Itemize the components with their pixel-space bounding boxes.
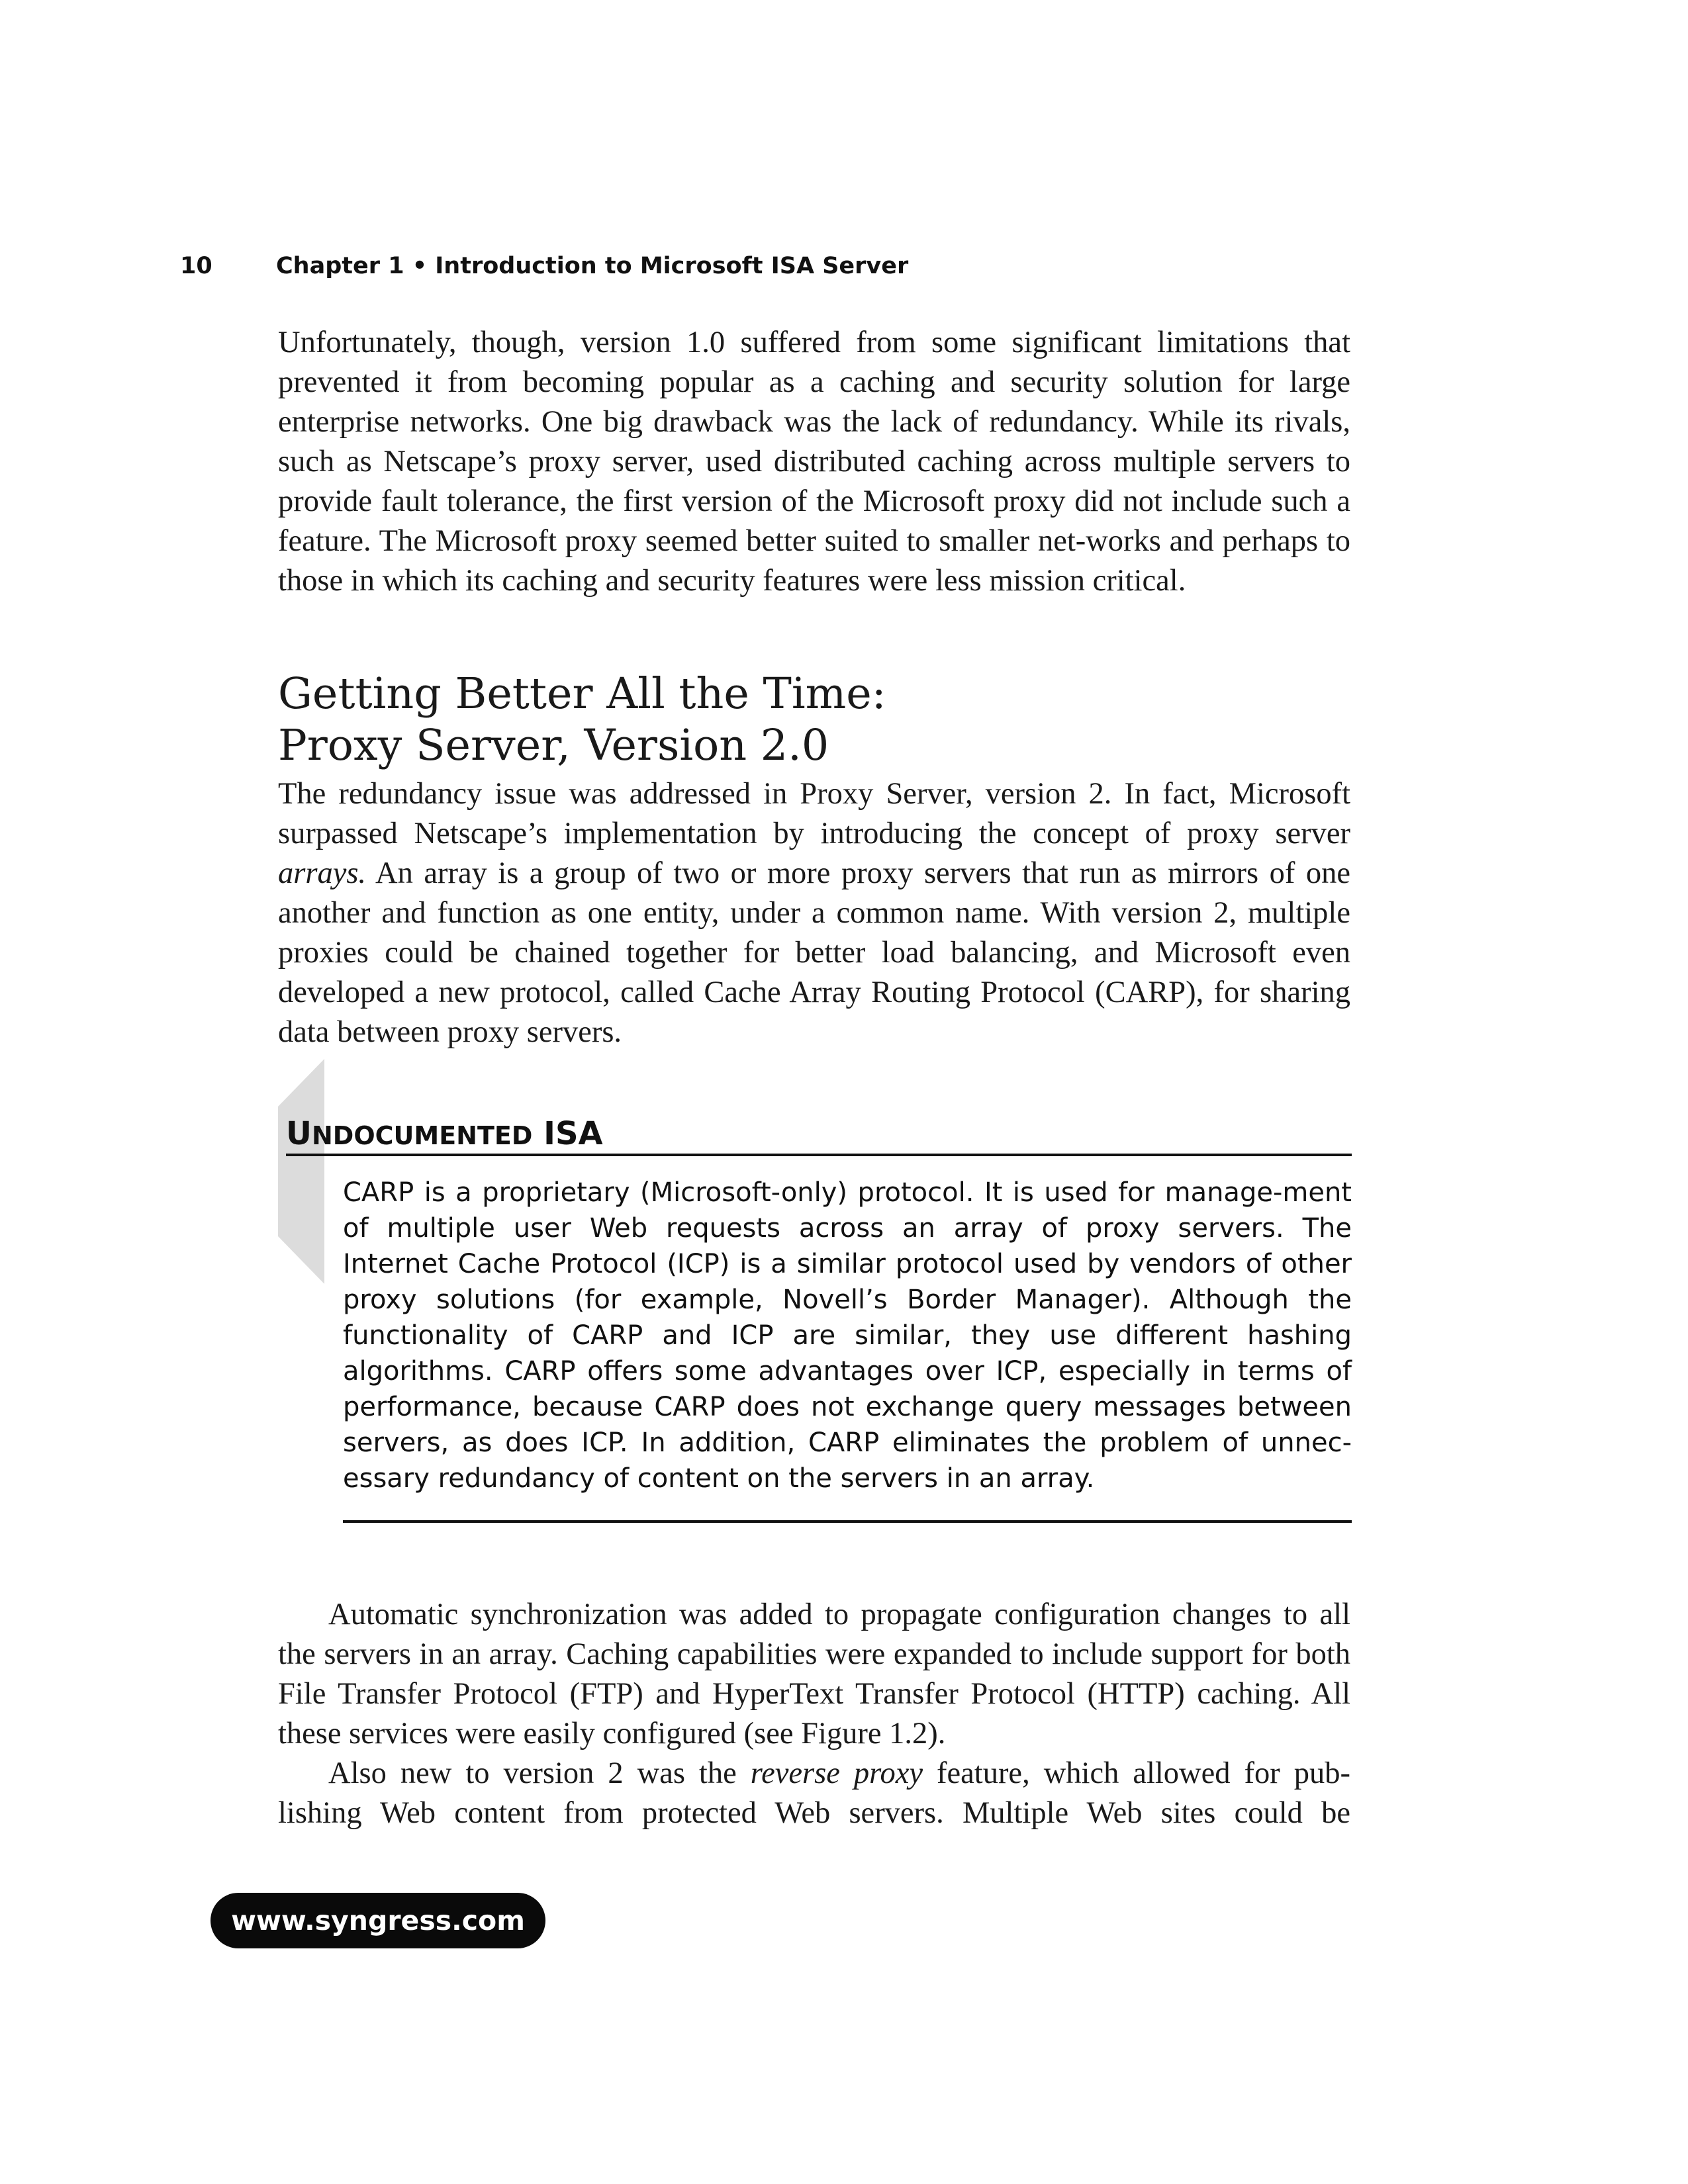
sidebar-text: CARP is a proprietary (Microsoft-only) protocol. It is used for manage-ment of multiple user Web requests across an array of proxy servers. The Internet Cache Protocol (ICP) is a similar protocol used by vendors of other proxy solutions (for example, Novell’s Border Manager). Although the functionality of CARP and ICP are similar, they use different hashing algorithms. CARP offers some advantages over ICP, especially in terms of performance, because CARP does not exchange query messages between servers, as does ICP. In addition, CARP eliminates the problem of unnec-essary redundancy of content on the servers in an array. (343, 1177, 1352, 1494)
paragraph-2-italic: arrays. (278, 856, 367, 890)
paragraph-4-italic: reverse proxy (750, 1756, 923, 1790)
paragraph-1-text: Unfortunately, though, version 1.0 suffered from some significant limitations that prevented it from becoming popular as a caching and security solution for large enterprise networks. One big drawback was the lack of redundancy. While its rivals, such as Netscape’s proxy server, used distributed caching across multiple servers to provide fault tolerance, the first version of the Microsoft proxy did not include such a feature. The Microsoft proxy seemed better suited to smaller net-works and perhaps to those in which its caching and security features were less mission critical. (278, 326, 1350, 598)
paragraph-4-text (278, 1754, 1350, 1833)
sidebar-title (286, 1115, 603, 1152)
sidebar-arrow-icon (278, 1059, 324, 1284)
paragraph-2 (278, 774, 1350, 1052)
sidebar-title-smallcaps: NDOCUMENTED (311, 1121, 533, 1150)
section-heading (278, 668, 886, 772)
section-heading-line-1: Getting Better All the Time: (278, 669, 886, 719)
paragraph-2-part-1: The redundancy issue was addressed in Proxy Server, version 2. In fact, Microsoft surpassed Netscape’s implementation by introducing the concept of proxy server (278, 777, 1350, 850)
paragraph-1 (278, 323, 1350, 601)
paragraph-2-text (278, 774, 1350, 1052)
sidebar-top-rule (286, 1154, 1352, 1156)
paragraph-4-part-1: Also new to version 2 was the (328, 1756, 751, 1790)
chapter-title: Chapter 1 • Introduction to Microsoft ISA Server (276, 253, 909, 279)
page-number: 10 (180, 253, 212, 279)
website-badge[interactable]: www.syngress.com (211, 1893, 545, 1948)
paragraph-3 (278, 1595, 1350, 1833)
paragraph-3-text: Automatic synchronization was added to propagate configuration changes to all the servers in an array. Caching capabilities were expanded to include support for both File Transfer Protocol (FTP) and HyperText Transfer Protocol (HTTP) caching. All these services were easily configured (see Figure 1.2). (278, 1598, 1350, 1751)
running-head (180, 253, 908, 279)
sidebar-bottom-rule (343, 1520, 1352, 1523)
section-heading-line-2: Proxy Server, Version 2.0 (278, 721, 829, 770)
sidebar-title-initial: U (286, 1115, 312, 1152)
paragraph-2-part-2: An array is a group of two or more proxy servers that run as mirrors of one another and function as one entity, under a common name. With version 2, multiple proxies could be chained together for better load balancing, and Microsoft even developed a new protocol, called Cache Array Routing Protocol (CARP), for sharing data between proxy servers. (278, 856, 1350, 1049)
paragraph-4-part-2: feature, which allowed for pub-lishing Web content from protected Web servers. Multiple Web sites could be (278, 1756, 1350, 1830)
sidebar-title-tail: ISA (532, 1115, 603, 1152)
